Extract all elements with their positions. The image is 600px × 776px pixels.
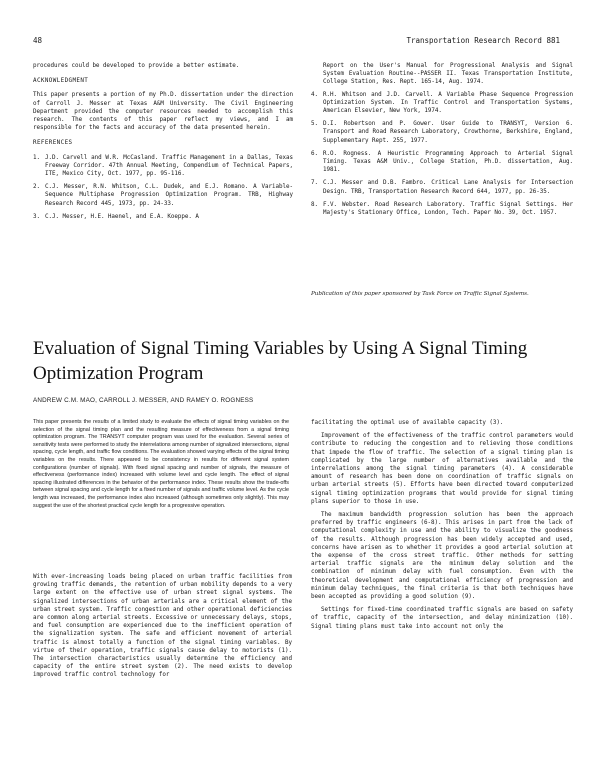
reference-item: 2. C.J. Messer, R.N. Whitson, C.L. Dudek, and E.J. Romano. A Variable-Sequence Multiphase Progression Optimization Program. TRB, Highway Research Record 445, 1973, pp. 24-33. bbox=[33, 184, 293, 207]
reference-item: 3. C.J. Messer, H.E. Haenel, and E.A. Koeppe. A bbox=[33, 213, 199, 220]
previous-paper-left-column bbox=[33, 62, 293, 226]
previous-paper-right-column bbox=[311, 62, 573, 222]
acknowledgment-paragraph: This paper presents a portion of my Ph.D. dissertation under the direction of Carroll J. Messer at Texas A&M University. The Civil Engineering Department provided the computer resources needed to accomplish this research. The contents of this paper reflect my views, and I am responsible for the facts and accuracy of the data presented herein. bbox=[33, 92, 293, 132]
reference-item-continued: Report on the User's Manual for Progressional Analysis and Signal System Evaluation Routine--PASSER II. Texas Transportation Institute, College Station, Res. Rept. 165-14, Aug. 1974. bbox=[323, 63, 573, 86]
body-paragraph: facilitating the optimal use of available capacity (3). bbox=[311, 420, 504, 426]
reference-item: 4. R.H. Whitson and J.D. Carvell. A Variable Phase Sequence Progression Optimization System. In Traffic Control and Transportation Systems, American Elsevier, New York, 1974. bbox=[311, 91, 573, 115]
closing-paragraph: procedures could be developed to provide a better estimate. bbox=[33, 63, 240, 69]
reference-list-right bbox=[311, 62, 573, 217]
references-heading: REFERENCES bbox=[33, 140, 73, 147]
publication-sponsor-note: Publication of this paper sponsored by Task Force on Traffic Signal Systems. bbox=[311, 291, 529, 297]
reference-item: 6. R.O. Rogness. A Heuristic Programming Approach to Arterial Signal Timing. Texas A&M Univ., College Station, Ph.D. dissertation, Aug. 1981. bbox=[311, 150, 573, 174]
article-authors: ANDREW C.M. MAO, CARROLL J. MESSER, AND RAMEY O. ROGNESS bbox=[33, 397, 254, 404]
journal-name: Transportation Research Record 881 bbox=[406, 36, 560, 45]
body-paragraph: Improvement of the effectiveness of the traffic control parameters would contribute to reducing the congestion and to relieving those conditions that impede the flow of traffic. The selection of a signal timing plan is complicated by the large number of alternatives available and the interrelations among the signal timing parameters (4). A considerable amount of research has been done on coordination of traffic signals on urban arterial streets (5). Efforts have been directed toward computerized signal timing optimization programs that would provide for signal timing plans superior to those in use. bbox=[311, 433, 573, 505]
reference-item: 7. C.J. Messer and D.B. Fambro. Critical Lane Analysis for Intersection Design. TRB, Transportation Research Record 644, 1977, pp. 26-35. bbox=[311, 180, 573, 195]
acknowledgment-heading: ACKNOWLEDGMENT bbox=[33, 78, 89, 85]
article-body-right-column bbox=[311, 419, 573, 636]
body-paragraph: Settings for fixed-time coordinated traffic signals are based on safety of traffic, capacity of the intersection, and delay minimization (10). Signal timing plans must take into account not only the bbox=[311, 607, 573, 630]
article-abstract: This paper presents the results of a limited study to evaluate the effects of signal timing variables on the selection of the signal timing plan and the resulting measure of effectiveness from a signal timing optimization program. The TRANSYT computer program was used for the evaluation. Several series of sensitivity tests were performed to study the interrelations among number of signalized intersections, signal spacing, cycle length, and traffic flow conditions. The evaluation showed varying effects of the signal timing variables on the results. There appeared to be consistency in results for different signal system configurations (number of signals). With fixed signal spacing and number of signals, the measure of effectiveness (performance index) increased with volume level and cycle length. The effect of signal spacing illustrated differences in the behavior of the performance index. These results show the trade-offs between signal spacing and cycle length for a fixed number of signals and traffic volume level. As the cycle length was increased, the performance index also increased (although sometimes only slightly). This may suggest the use of the shortest practical cycle length for a progressive operation. bbox=[33, 419, 289, 509]
page-number: 48 bbox=[33, 36, 43, 45]
article-body-left-column bbox=[33, 573, 292, 687]
body-paragraph: The maximum bandwidth progression solution has been the approach preferred by traffic engineers (6-8). This arises in part from the lack of computational complexity in use and the ability to visualize the goodness of the results. Although progression has been widely accepted and used, concerns have arisen as to whether it provides a good arterial solution at the expense of the cross street traffic. Other methods for setting arterial traffic signals are the minimum delay solution and the combination of minimum delay with fuel consumption. Even with the theoretical development and computational efficiency of progression and minimum delay techniques, the final criteria is that both techniques have been accepted as providing a good solution (9). bbox=[311, 512, 573, 601]
article-title: Evaluation of Signal Timing Variables by Using A Signal Timing Optimization Program bbox=[33, 338, 528, 384]
running-header bbox=[33, 36, 560, 50]
reference-item: 5. D.I. Robertson and P. Gower. User Guide to TRANSYT, Version 6. Transport and Road Research Laboratory, Crowthorne, Berkshire, England, Supplementary Rept. 255, 1977. bbox=[311, 121, 573, 144]
body-paragraph: With ever-increasing loads being placed on urban traffic facilities from growing traffic demands, the retention of urban mobility depends to a very large extent on the effective use of urban street signal systems. The signalized intersections of urban arterials are a critical element of the urban street system. Traffic congestion and other operational deficiencies are common along arterial streets. Excessive or unnecessary delays, stops, and fuel consumption are experienced due to the inefficient operation of the signalization system. The safe and efficient movement of arterial traffic is almost totally a function of the signal timing variables. By virtue of their operation, traffic signals cause delay to motorists (1). The intersection characteristics usually determine the efficiency and capacity of the entire street system (2). The need exists to develop improved traffic control technology for bbox=[33, 574, 292, 679]
reference-list-left bbox=[33, 154, 293, 221]
reference-item: 1. J.D. Carvell and W.R. McCasland. Traffic Management in a Dallas, Texas Freeway Corridor. 47th Annual Meeting, Compendium of Technical Papers, ITE, Mexico City, Oct. 1977, pp. 95-116. bbox=[33, 154, 293, 178]
reference-item: 8. F.V. Webster. Road Research Laboratory. Traffic Signal Settings. Her Majesty's Stationary Office, London, Tech. Paper No. 39, Oct. 1957. bbox=[311, 201, 573, 217]
